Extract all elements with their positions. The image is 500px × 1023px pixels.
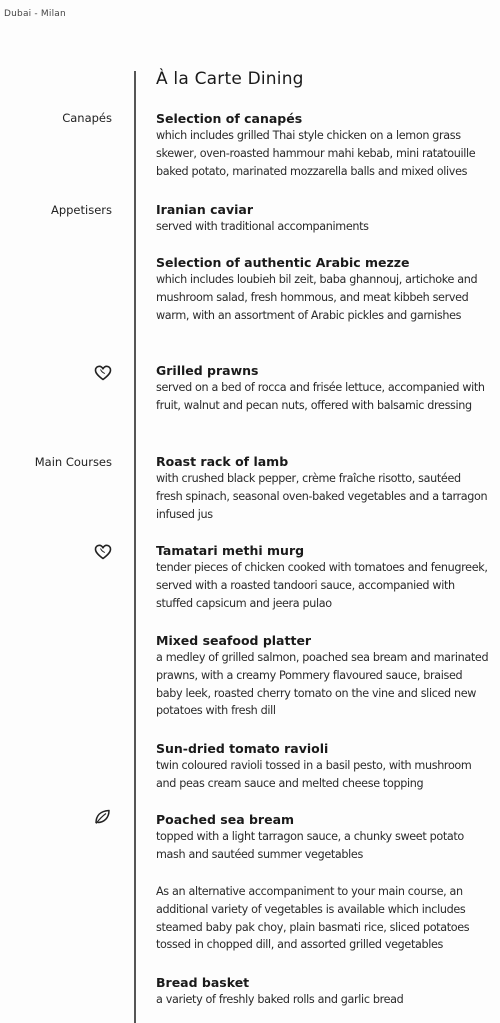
menu-item (156, 632, 490, 720)
menu-item (156, 453, 490, 523)
menu-item-description: served with traditional accompaniments (156, 220, 369, 233)
menu-item (156, 811, 490, 864)
menu-item-description: a medley of grilled salmon, poached sea bream and marinated prawns, with a creamy Pommery flavoured sauce, braised baby leek, roasted cherry tomato on the vine and sliced new potatoes with fresh dill (156, 651, 489, 718)
menu-item-description: with crushed black pepper, crème fraîche risotto, sautéed fresh spinach, seasonal oven-baked vegetables and a tarragon infused jus (156, 472, 488, 521)
menu-item-description: which includes grilled Thai style chicken on a lemon grass skewer, oven-roasted hammour mahi kebab, mini ratatouille baked potato, marinated mozzarella balls and mixed olives (156, 129, 476, 178)
menu-item (156, 201, 490, 236)
menu-item (156, 254, 490, 324)
menu-item (156, 542, 490, 612)
menu-item-name: Roast rack of lamb (156, 454, 289, 469)
menu-item (156, 110, 490, 180)
leaf-icon (93, 808, 113, 826)
menu-item-name: Tamatari methi murg (156, 543, 305, 558)
heart-icon (93, 364, 113, 382)
menu-item-name: Bread basket (156, 975, 250, 990)
vegetable-alternative-note: As an alternative accompaniment to your main course, an additional variety of vegetables is available which includes steamed baby pak choy, plain basmati rice, sliced potatoes tossed in chopped dill, and assorted grilled vegetables (156, 885, 470, 952)
column-divider (134, 71, 136, 1023)
menu-item-name: Selection of canapés (156, 111, 303, 126)
menu-item (156, 740, 490, 793)
menu-item-name: Grilled prawns (156, 363, 259, 378)
menu-item-name: Sun-dried tomato ravioli (156, 741, 329, 756)
heart-icon (93, 543, 113, 561)
menu-item-description: a variety of freshly baked rolls and garlic bread (156, 993, 404, 1006)
menu-item-description: served on a bed of rocca and frisée lettuce, accompanied with fruit, walnut and pecan nuts, offered with balsamic dressing (156, 381, 485, 412)
menu-item-name: Iranian caviar (156, 202, 253, 217)
menu-item (156, 362, 490, 415)
menu-item-description: which includes loubieh bil zeit, baba ghannouj, artichoke and mushroom salad, fresh hommous, and meat kibbeh served warm, with an assortment of Arabic pickles and garnishes (156, 273, 478, 322)
menu-item-name: Mixed seafood platter (156, 633, 312, 648)
menu-title: À la Carte Dining (156, 69, 304, 89)
menu-item-name: Poached sea bream (156, 812, 295, 827)
menu-item-description: twin coloured ravioli tossed in a basil pesto, with mushroom and peas cream sauce and melted cheese topping (156, 759, 472, 790)
section-label-canapes: Canapés (62, 111, 112, 125)
menu-item-name: Selection of authentic Arabic mezze (156, 255, 410, 270)
menu-item-description: tender pieces of chicken cooked with tomatoes and fenugreek, served with a roasted tandoori sauce, accompanied with stuffed capsicum and jeera pulao (156, 561, 488, 610)
section-label-main-courses: Main Courses (34, 455, 112, 469)
menu-item-description: topped with a light tarragon sauce, a chunky sweet potato mash and sautéed summer vegetables (156, 830, 464, 861)
route-label: Dubai - Milan (4, 9, 66, 19)
menu-item (156, 974, 490, 1009)
section-label-appetisers: Appetisers (50, 203, 112, 217)
